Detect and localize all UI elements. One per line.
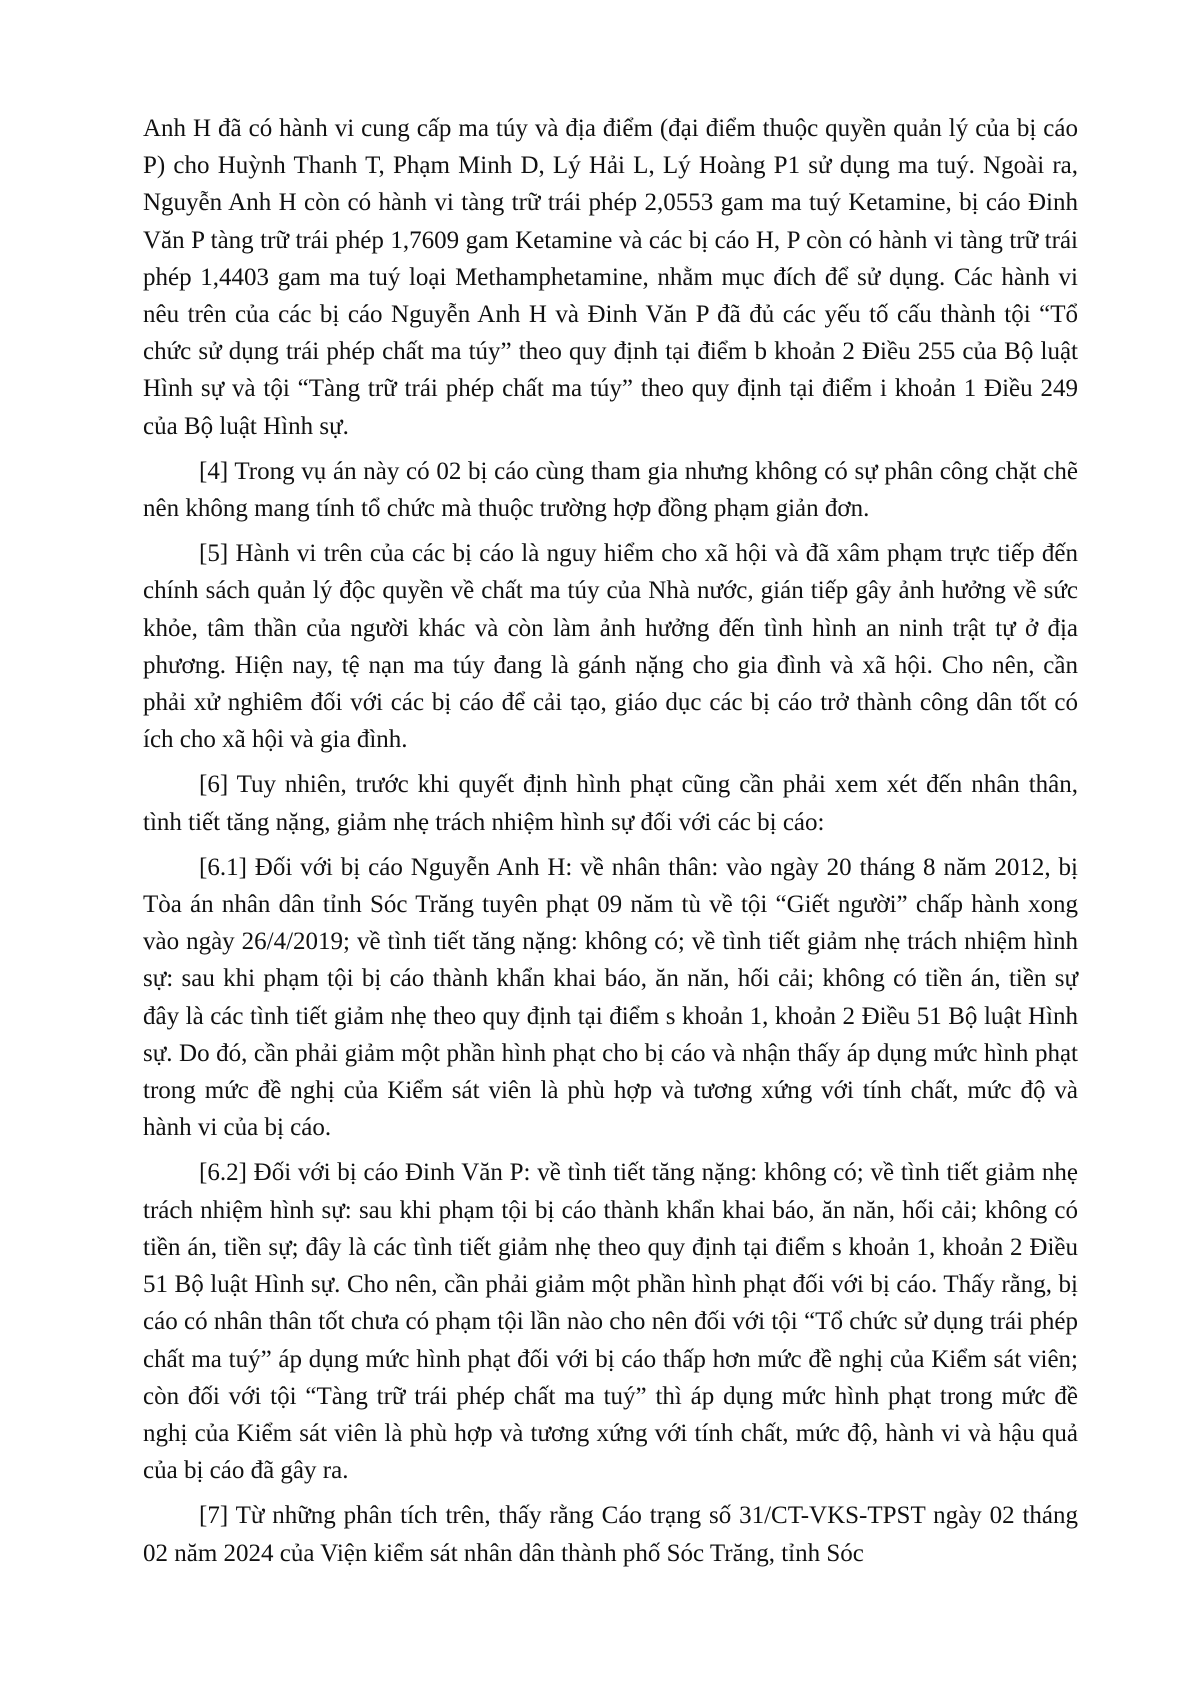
paragraph-continuation: Anh H đã có hành vi cung cấp ma túy và địa điểm (đại điểm thuộc quyền quản lý của bị cáo P) cho Huỳnh Thanh T, Phạm Minh D, Lý Hải L, Lý Hoàng P1 sử dụng ma tuý. Ngoài ra, Nguyễn Anh H còn có hành vi tàng trữ trái phép 2,0553 gam ma tuý Ketamine, bị cáo Đinh Văn P tàng trữ trái phép 1,7609 gam Ketamine và các bị cáo H, P còn có hành vi tàng trữ trái phép 1,4403 gam ma tuý loại Methamphetamine, nhằm mục đích để sử dụng. Các hành vi nêu trên của các bị cáo Nguyễn Anh H và Đinh Văn P đã đủ các yếu tố cấu thành tội “Tổ chức sử dụng trái phép chất ma túy” theo quy định tại điểm b khoản 2 Điều 255 của Bộ luật Hình sự và tội “Tàng trữ trái phép chất ma túy” theo quy định tại điểm i khoản 1 Điều 249 của Bộ luật Hình sự. [143,115,1078,440]
paragraph-6: [6] Tuy nhiên, trước khi quyết định hình phạt cũng cần phải xem xét đến nhân thân, tình tiết tăng nặng, giảm nhẹ trách nhiệm hình sự đối với các bị cáo: [143,771,1078,836]
paragraph-4: [4] Trong vụ án này có 02 bị cáo cùng tham gia nhưng không có sự phân công chặt chẽ nên không mang tính tổ chức mà thuộc trường hợp đồng phạm giản đơn. [143,457,1078,523]
paragraph-5: [5] Hành vi trên của các bị cáo là nguy hiểm cho xã hội và đã xâm phạm trực tiếp đến chính sách quản lý độc quyền về chất ma túy của Nhà nước, gián tiếp gây ảnh hưởng về sức khỏe, tâm thần của người khác và còn làm ảnh hưởng đến tình hình an ninh trật tự ở địa phương. Hiện nay, tệ nạn ma túy đang là gánh nặng cho gia đình và xã hội. Cho nên, cần phải xử nghiêm đối với các bị cáo để cải tạo, giáo dục các bị cáo trở thành công dân tốt có ích cho xã hội và gia đình. [143,540,1078,754]
paragraph-6-2: [6.2] Đối với bị cáo Đinh Văn P: về tình tiết tăng nặng: không có; về tình tiết giảm nhẹ trách nhiệm hình sự: sau khi phạm tội bị cáo thành khẩn khai báo, ăn năn, hối cải; không có tiền án, tiền sự; đây là các tình tiết giảm nhẹ theo quy định tại điểm s khoản 1, khoản 2 Điều 51 Bộ luật Hình sự. Cho nên, cần phải giảm một phần hình phạt đối với bị cáo. Thấy rằng, bị cáo có nhân thân tốt chưa có phạm tội lần nào cho nên đối với tội “Tổ chức sử dụng trái phép chất ma tuý” áp dụng mức hình phạt đối với bị cáo thấp hơn mức đề nghị của Kiểm sát viên; còn đối với tội “Tàng trữ trái phép chất ma tuý” thì áp dụng mức hình phạt trong mức đề nghị của Kiểm sát viên là phù hợp và tương xứng với tính chất, mức độ, hành vi và hậu quả của bị cáo đã gây ra. [143,1159,1078,1485]
paragraph-6-1: [6.1] Đối với bị cáo Nguyễn Anh H: về nhân thân: vào ngày 20 tháng 8 năm 2012, bị Tòa án nhân dân tỉnh Sóc Trăng tuyên phạt 09 năm tù về tội “Giết người” chấp hành xong vào ngày 26/4/2019; về tình tiết tăng nặng: không có; về tình tiết giảm nhẹ trách nhiệm hình sự: sau khi phạm tội bị cáo thành khẩn khai báo, ăn năn, hối cải; không có tiền án, tiền sự đây là các tình tiết giảm nhẹ theo quy định tại điểm s khoản 1, khoản 2 Điều 51 Bộ luật Hình sự. Do đó, cần phải giảm một phần hình phạt cho bị cáo và nhận thấy áp dụng mức hình phạt trong mức đề nghị của Kiểm sát viên là phù hợp và tương xứng với tính chất, mức độ và hành vi của bị cáo. [143,853,1078,1142]
paragraph-7: [7] Từ những phân tích trên, thấy rằng Cáo trạng số 31/CT-VKS-TPST ngày 02 tháng 02 năm 2024 của Viện kiểm sát nhân dân thành phố Sóc Trăng, tỉnh Sóc [143,1502,1078,1567]
document-page [143,110,1078,1580]
